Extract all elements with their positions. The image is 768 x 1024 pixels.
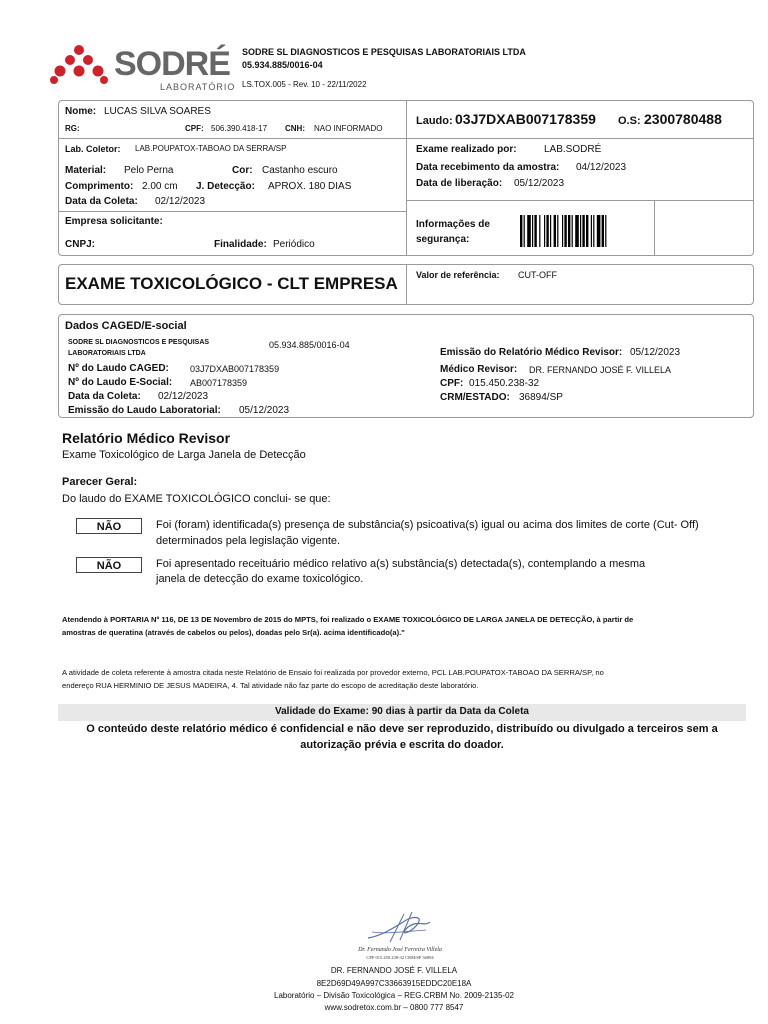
patient-cnh: NAO INFORMADO [314, 124, 383, 133]
laudo-esocial-value: AB007178359 [190, 378, 248, 388]
laudo-esocial-label: Nº do Laudo E-Social: [68, 377, 173, 388]
recebimento-label: Data recebimento da amostra: [416, 162, 560, 173]
coleta-line-1: A atividade de coleta referente à amostra citada neste Relatório de Ensaio foi realizada por provedor externo, PCL LAB.POUPATOX-TABOAO DA SERRA/SP, no [62, 668, 604, 677]
company-cnpj: 05.934.885/0016-04 [242, 60, 323, 70]
logo-subtitle: LABORATÓRIO [160, 82, 236, 92]
exame-realizado-value: LAB.SODRÉ [544, 144, 602, 155]
medico-cpf-value: 015.450.238-32 [469, 378, 540, 389]
report-title: Relatório Médico Revisor [62, 430, 231, 446]
signature-image [360, 910, 440, 948]
coleta-line-2: endereço RUA HERMINIO DE JESUS MADEIRA, 4. Tal atividade não faz parte do escopo de acreditação deste laboratório. [62, 681, 479, 690]
barcode-icon [520, 215, 638, 247]
emissao-lab-label: Emissão do Laudo Laboratorial: [68, 405, 221, 416]
portaria-line-1: Atendendo à PORTARIA Nº 116, DE 13 DE Novembro de 2015 do MPTS, foi realizado o EXAME TOXICOLÓGICO DE LARGA JANELA DE DETECÇÃO, à partir de [62, 615, 634, 624]
os-label: O.S: [618, 115, 641, 127]
material-value: Pelo Perna [124, 165, 174, 176]
emissao-lab-value: 05/12/2023 [239, 405, 290, 416]
reference-label: Valor de referência: [416, 270, 500, 280]
signature-credentials: CPF 015.450.238-32 CRM/SP 36894 [366, 955, 434, 960]
comprimento-label: Comprimento: [65, 181, 134, 192]
name-label: Nome: [65, 106, 97, 117]
deteccao-label: J. Detecção: [196, 181, 255, 192]
crm-value: 36894/SP [519, 392, 563, 403]
laudo-caged-label: Nº do Laudo CAGED: [68, 363, 169, 374]
answer-box-1: NÃO [76, 518, 142, 534]
caged-title: Dados CAGED/E-social [65, 320, 187, 332]
patient-cpf: 506.390.418-17 [211, 124, 268, 133]
laudo-number: 03J7DXAB007178359 [455, 111, 596, 127]
empresa-label: Empresa solicitante: [65, 216, 163, 227]
rg-label: RG: [65, 124, 80, 133]
parecer-label: Parecer Geral: [62, 476, 138, 488]
cor-label: Cor: [232, 165, 253, 176]
conclusion-text: Do laudo do EXAME TOXICOLÓGICO conclui- se que: [62, 493, 331, 505]
recebimento-value: 04/12/2023 [576, 162, 627, 173]
caged-data-coleta-label: Data da Coleta: [68, 391, 141, 402]
crm-label: CRM/ESTADO: [440, 392, 510, 403]
laudo-caged-value: 03J7DXAB007178359 [190, 364, 280, 374]
emissao-rel-label: Emissão do Relatório Médico Revisor: [440, 347, 623, 358]
footer-doctor: DR. FERNANDO JOSÉ F. VILLELA [330, 966, 458, 975]
confidencial-line-2: autorização prévia e escrita do doador. [300, 739, 504, 751]
medico-cpf-label: CPF: [440, 378, 464, 389]
cnpj-label: CNPJ: [65, 239, 96, 250]
medico-label: Médico Revisor: [440, 364, 518, 375]
finalidade-label: Finalidade: [214, 239, 267, 250]
coletor-value: LAB.POUPATOX-TABOAO DA SERRA/SP [135, 144, 287, 153]
deteccao-value: APROX. 180 DIAS [268, 181, 352, 192]
footer-site: www.sodretox.com.br – 0800 777 8547 [324, 1003, 464, 1012]
document-revision: LS.TOX.005 - Rev. 10 - 22/11/2022 [242, 80, 367, 89]
os-number: 2300780488 [644, 111, 722, 127]
reference-value: CUT-OFF [518, 270, 557, 280]
finalidade-value: Periódico [273, 239, 315, 250]
caged-data-coleta-value: 02/12/2023 [158, 391, 209, 402]
seguranca-label-2: segurança: [416, 234, 470, 245]
item-2-line-2: janela de detecção do exame toxicológico. [156, 573, 364, 585]
logo-dots-icon [48, 44, 110, 86]
footer-hash: 8E2D69D49A997C33663915EDDC20E18A [316, 979, 472, 988]
emissao-rel-value: 05/12/2023 [630, 347, 681, 358]
seguranca-label-1: Informações de [416, 219, 490, 230]
footer-lab: Laboratório – Divisão Toxicológica – REG.CRBM No. 2009-2135-02 [274, 991, 514, 1000]
material-label: Material: [65, 165, 107, 176]
data-coleta-value: 02/12/2023 [155, 196, 206, 207]
medico-value: DR. FERNANDO JOSÉ F. VILLELA [529, 365, 672, 375]
logo-wordmark: SODRÉ [114, 45, 230, 83]
cor-value: Castanho escuro [262, 165, 338, 176]
company-logo [48, 44, 238, 94]
comprimento-value: 2.00 cm [142, 181, 178, 192]
portaria-line-2: amostras de queratina (através de cabelos ou pelos), doadas pelo Sr(a). acima identificado(a)." [62, 628, 405, 637]
item-1-line-2: determinados pela legislação vigente. [156, 535, 341, 547]
exame-realizado-label: Exame realizado por: [416, 144, 517, 155]
item-1-line-1: Foi (foram) identificada(s) presença de substância(s) psicoativa(s) igual ou acima dos limites de corte (Cut- Off) [156, 519, 699, 531]
cpf-label: CPF: [185, 124, 204, 133]
validade-text: Validade do Exame: 90 dias à partir da Data da Coleta [275, 706, 529, 717]
cnh-label: CNH: [285, 124, 305, 133]
liberacao-value: 05/12/2023 [514, 178, 565, 189]
caged-cnpj: 05.934.885/0016-04 [269, 340, 350, 350]
laudo-label: Laudo: [416, 115, 453, 127]
caged-company-2: LABORATORIAIS LTDA [68, 350, 146, 357]
coletor-label: Lab. Coletor: [65, 144, 121, 154]
signature-name: Dr. Fernando José Ferreira Villela [358, 947, 442, 953]
exam-title: EXAME TOXICOLÓGICO - CLT EMPRESA [65, 274, 398, 293]
data-coleta-label: Data da Coleta: [65, 196, 138, 207]
caged-company-1: SODRE SL DIAGNOSTICOS E PESQUISAS [68, 339, 210, 346]
patient-name: LUCAS SILVA SOARES [104, 106, 211, 117]
company-name: SODRE SL DIAGNOSTICOS E PESQUISAS LABORATORIAIS LTDA [242, 47, 526, 57]
confidencial-line-1: O conteúdo deste relatório médico é confidencial e não deve ser reproduzido, distribuído ou divulgado a terceiros sem a [86, 723, 718, 735]
item-2-line-1: Foi apresentado receituário médico relativo a(s) substância(s) detectada(s), contemplando a mesma [156, 558, 646, 570]
report-subtitle: Exame Toxicológico de Larga Janela de Detecção [62, 449, 306, 461]
liberacao-label: Data de liberação: [416, 178, 503, 189]
answer-box-2: NÃO [76, 557, 142, 573]
